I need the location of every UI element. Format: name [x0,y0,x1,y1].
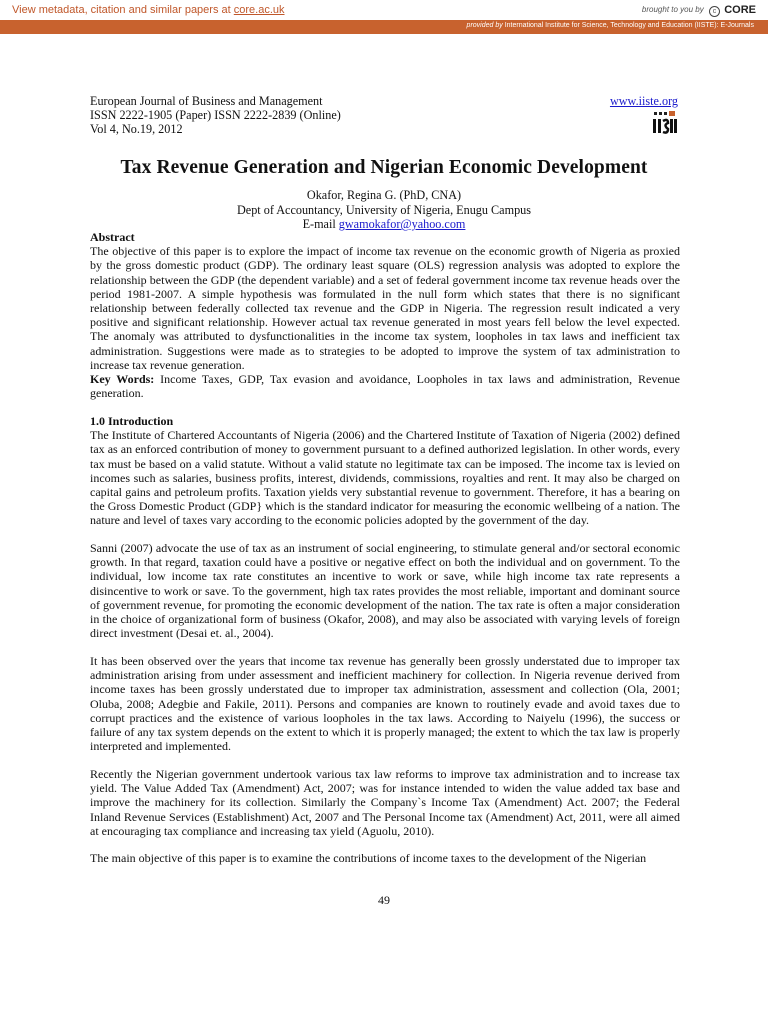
journal-issn: ISSN 2222-1905 (Paper) ISSN 2222-2839 (Online) [90,108,341,122]
author-email-link[interactable]: gwamokafor@yahoo.com [338,217,466,231]
page-number: 49 [378,893,390,907]
provider-text [467,22,754,29]
intro-paragraph: Sanni (2007) advocate the use of tax as an instrument of social engineering, to stimulate general and/or sectoral economic growth. In that regard, taxation could have a positive or negative effect on both the individual and on government. To the individual, low income tax rate constitutes an incentive to work or save, while high income tax rate represents a disincentive to work or save. To the government, high tax rates provides the most reliable, important and dominant source of government revenue, for promoting the economic development of the nation. The tax rate is often a major consideration in the choice of organizational form of business (Okafor, 2008), and may also be associated with varying levels of foreign direct investment (Desai et. al., 2004). [90,541,680,641]
intro-paragraph: Recently the Nigerian government undertook various tax law reforms to improve tax administration and to increase tax yield. The Value Added Tax (Amendment) Act, 2007; was for instance intended to widen the value added tax base and improve the machinery for its collection. Similarly the Company`s Income Tax (Amendment) Act. 2007; the Federal Inland Revenue Services (Establishment) Act, 2007 and The Personal Income tax (Amendment) Act, 2011, were all aimed at encouraging tax compliance and increasing tax yield (Aguolu, 2010). [90,766,680,838]
author-block [0,188,768,232]
author-affiliation: Dept of Accountancy, University of Nigeria, Enugu Campus [236,202,531,217]
keywords-text: Income Taxes, GDP, Tax evasion and avoidance, Loopholes in tax laws and administration, Revenue generation. [90,372,681,401]
iiste-logo [652,109,678,135]
core-link[interactable]: core.ac.uk [233,4,285,16]
paper-body [90,230,680,879]
abstract-text: The objective of this paper is to explore the impact of income tax revenue on the economic growth of Nigeria as proxied by the gross domestic product (GDP). The ordinary least square (OLS) regression analysis was adopted to explore the relationship between the GDP (the dependent variable) and a set of federal government income tax revenue heads over the period 1981-2007. A simple hypothesis was formulated in the null form which states that there is no significant relationship between federally collected tax revenue and the GDP in Nigeria. The regression result indicated a very positive and significant relationship. However actual tax revenue generated in most years fell below the level expected. The anomaly was attributed to dysfunctionalities in the income tax system, loopholes in tax laws and inefficient tax administration. Suggestions were made as to strategies to be adopted to improve the system of tax administration to increase tax revenue generation. [90,244,680,372]
journal-volume: Vol 4, No.19, 2012 [90,122,183,136]
intro-paragraph: The Institute of Chartered Accountants of Nigeria (2006) and the Chartered Institute of Taxation of Nigeria (2002) defined tax as an enforced contribution of money to government pursuant to a defined authorized legislation. In other words, every tax must be based on a valid statute. Without a valid statute no legitimate tax can be imposed. The income tax is levied on incomes such as salaries, business profits, interest, dividends, commissions, royalties and rent. It may also be charged on capital gains and petroleum profits. Taxation yields very substantial revenue to government. Therefore, it has a bearing on the Gross Domestic Product (GDP} which is the standard indicator for measuring the economic wellbeing of a nation. The nature and level of taxes vary according to the economic policies adopted by the government of the day. [90,428,680,528]
journal-name: European Journal of Business and Management [90,94,323,108]
intro-paragraph: The main objective of this paper is to examine the contributions of income taxes to the development of the Nigerian [90,851,647,866]
provider-bar [0,20,768,34]
keywords-label: Key Words: [90,372,155,387]
journal-header [90,94,341,136]
core-logo-icon: c [709,6,720,17]
intro-heading: 1.0 Introduction [90,413,174,428]
provided-by-label: provided by [466,22,503,29]
author-name: Okafor, Regina G. (PhD, CNA) [306,188,462,202]
abstract-heading: Abstract [90,230,135,244]
core-brought-text: brought to you by [641,5,704,14]
keywords [90,372,680,400]
core-banner [0,0,768,21]
core-metadata-text: View metadata, citation and similar papers at [12,4,231,16]
core-brought-by [642,4,756,17]
intro-paragraph: It has been observed over the years that income tax revenue has generally been grossly understated due to improper tax administration arising from under assessment and inefficient machinery for collection. In Nigeria revenue derived from income taxes has been grossly understated due to improper tax administration, assessment and collection (Ola, 2001; Oluba, 2008; Adegbie and Fakile, 2011). Persons and companies are known to routinely evade and avoid taxes due to corrupt practices and the existence of various loopholes in the tax laws. According to Naiyelu (1996), the success or failure of any tax system depends on the extent to which it is properly managed; the extent to which the tax law is properly interpreted and implemented. [90,653,680,754]
journal-website-link[interactable]: www.iiste.org [609,94,678,108]
core-logo[interactable]: CORE [724,4,756,16]
email-label: E-mail [302,217,336,231]
paper-title: Tax Revenue Generation and Nigerian Economic Development [120,157,648,178]
core-metadata-notice [12,4,285,16]
provider-name: International Institute for Science, Technology and Education (IISTE): E-Journals [504,22,754,29]
